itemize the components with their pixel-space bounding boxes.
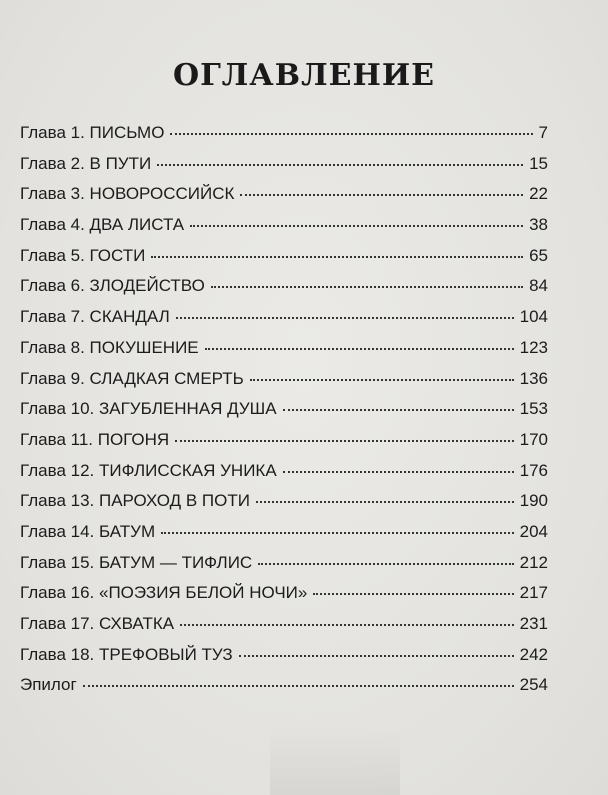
toc-entry [20, 522, 548, 553]
toc-entry-page: 217 [519, 583, 548, 603]
dot-leader [283, 471, 514, 473]
bleed-through-shadow [270, 728, 400, 795]
dot-leader [258, 563, 513, 565]
dot-leader [175, 440, 513, 442]
toc-entry-title: Эпилог [20, 675, 77, 695]
toc-entry-title: Глава 9. СЛАДКАЯ СМЕРТЬ [20, 368, 244, 388]
toc-entry [20, 675, 548, 706]
dot-leader [211, 286, 523, 288]
toc-entry-title: Глава 5. ГОСТИ [20, 245, 146, 265]
dot-leader [239, 655, 514, 657]
dot-leader [161, 532, 513, 534]
toc-entry-page: 84 [529, 276, 548, 296]
toc-entry [20, 461, 548, 492]
toc-entry-page: 65 [529, 245, 548, 265]
toc-entry [20, 123, 548, 154]
dot-leader [205, 348, 514, 350]
toc-entry [20, 215, 548, 246]
toc-entry-title: Глава 1. ПИСЬМО [20, 123, 165, 142]
toc-entry-title: Глава 16. «ПОЭЗИЯ БЕЛОЙ НОЧИ» [20, 583, 308, 603]
toc-entry [20, 614, 548, 645]
toc-entry-title: Глава 18. ТРЕФОВЫЙ ТУЗ [20, 644, 233, 664]
toc-entry [20, 369, 548, 400]
toc-entry-page: 242 [519, 644, 548, 664]
dot-leader [313, 593, 513, 595]
toc-entry-title: Глава 3. НОВОРОССИЙСК [20, 184, 235, 204]
toc-entry [20, 184, 548, 215]
toc-entry [20, 399, 548, 430]
toc-entry-page: 190 [519, 491, 548, 511]
dot-leader [83, 685, 514, 687]
toc-entry-title: Глава 13. ПАРОХОД В ПОТИ [20, 491, 250, 511]
toc-entry [20, 338, 548, 369]
toc-entry-page: 254 [519, 675, 548, 695]
toc-entry-title: Глава 8. ПОКУШЕНИЕ [20, 337, 199, 357]
toc-entry-title: Глава 17. СХВАТКА [20, 614, 175, 633]
dot-leader [250, 379, 514, 381]
dot-leader [170, 133, 532, 135]
toc-entry-page: 204 [519, 521, 548, 541]
toc-entry-page: 176 [519, 460, 548, 480]
toc-entry-page: 22 [529, 184, 548, 204]
toc-entry-title: Глава 11. ПОГОНЯ [20, 429, 170, 449]
page-title: ОГЛАВЛЕНИЕ [172, 58, 436, 93]
dot-leader [157, 164, 523, 166]
toc-entry [20, 430, 548, 461]
toc-entry-title: Глава 2. В ПУТИ [20, 153, 152, 173]
toc-entry-page: 153 [519, 399, 548, 419]
toc-entry-page: 7 [538, 123, 548, 142]
toc-entry [20, 645, 548, 676]
toc-entry-page: 15 [529, 153, 548, 173]
toc-entry [20, 553, 548, 584]
toc-entry [20, 154, 548, 185]
dot-leader [240, 194, 523, 196]
dot-leader [180, 624, 514, 626]
toc-entry-page: 38 [529, 215, 548, 235]
dot-leader [151, 256, 523, 258]
toc-entry [20, 307, 548, 338]
toc-entry-title: Глава 14. БАТУМ [20, 521, 156, 541]
toc-entry-title: Глава 10. ЗАГУБЛЕННАЯ ДУША [20, 399, 277, 419]
toc-entry [20, 246, 548, 277]
toc-entry-title: Глава 7. СКАНДАЛ [20, 307, 170, 327]
dot-leader [283, 409, 514, 411]
toc-entry-page: 212 [519, 552, 548, 572]
toc-entry-page: 170 [519, 429, 548, 449]
table-of-contents [20, 123, 548, 706]
toc-entry [20, 276, 548, 307]
toc-entry-title: Глава 4. ДВА ЛИСТА [20, 215, 185, 235]
toc-entry [20, 491, 548, 522]
toc-entry-page: 104 [519, 307, 548, 327]
toc-entry-title: Глава 15. БАТУМ — ТИФЛИС [20, 552, 253, 572]
toc-entry-page: 123 [519, 337, 548, 357]
toc-entry-title: Глава 12. ТИФЛИССКАЯ УНИКА [20, 460, 277, 480]
toc-entry-page: 136 [519, 368, 548, 388]
dot-leader [256, 501, 514, 503]
dot-leader [176, 317, 514, 319]
toc-entry-page: 231 [519, 614, 548, 633]
toc-entry [20, 583, 548, 614]
toc-entry-title: Глава 6. ЗЛОДЕЙСТВО [20, 276, 205, 296]
dot-leader [190, 225, 523, 227]
